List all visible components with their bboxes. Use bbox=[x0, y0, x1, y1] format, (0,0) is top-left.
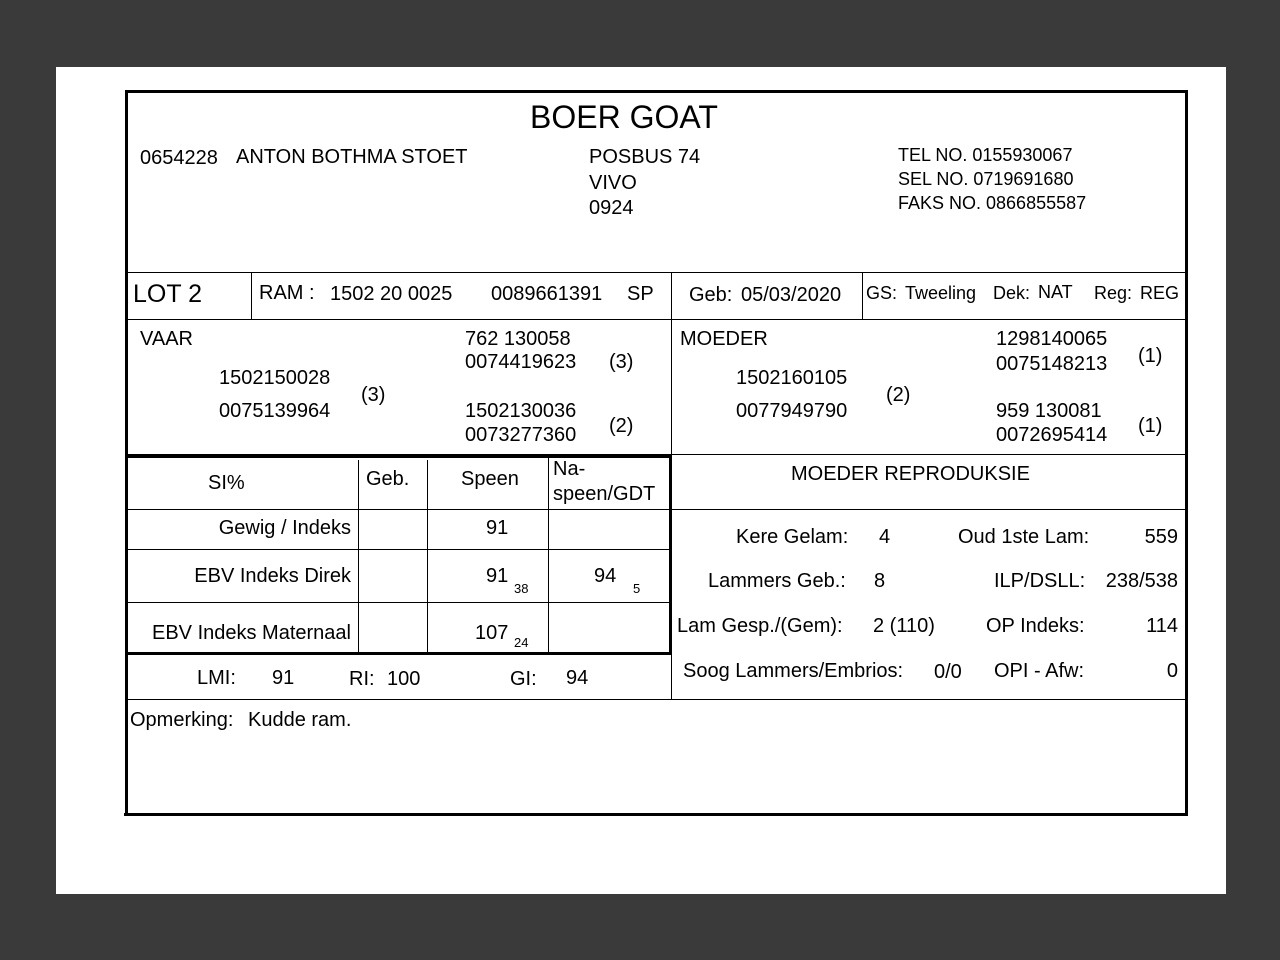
row-label-gewig: Gewig / Indeks bbox=[218, 517, 351, 539]
reg-label: Reg: bbox=[1094, 283, 1133, 303]
vaar-moeder-number: 1502130036 bbox=[465, 400, 577, 422]
moeder-moeder-number: 959 130081 bbox=[996, 400, 1102, 422]
row-ebv-direk-speen-sub: 38 bbox=[514, 581, 529, 596]
vaar-label: VAAR bbox=[140, 328, 193, 350]
ri-label: RI: bbox=[349, 668, 375, 690]
card-title: BOER GOAT bbox=[530, 99, 718, 135]
opi-afw-label: OPI - Afw: bbox=[994, 660, 1085, 682]
oud-1ste-lam-value: 559 bbox=[1144, 526, 1178, 548]
ram-label: RAM : bbox=[259, 282, 315, 304]
vaar-count: (3) bbox=[361, 384, 386, 406]
row-ebv-direk-speen: 91 bbox=[486, 565, 509, 587]
lam-gesp-label: Lam Gesp./(Gem): bbox=[677, 615, 843, 637]
moeder-number: 1502160105 bbox=[736, 367, 848, 389]
vaar-moeder-id: 0073277360 bbox=[465, 424, 577, 446]
lammers-geb-value: 8 bbox=[874, 570, 886, 592]
ram-id: 0089661391 bbox=[491, 283, 603, 305]
geb-label: Geb: bbox=[689, 284, 733, 306]
soog-lammers-label: Soog Lammers/Embrios: bbox=[683, 660, 904, 682]
moeder-count: (2) bbox=[886, 384, 911, 406]
sel-number: SEL NO. 0719691680 bbox=[898, 169, 1074, 189]
address-line-1: POSBUS 74 bbox=[589, 146, 701, 168]
header-si: SI% bbox=[208, 472, 245, 494]
row-ebv-direk-naspeen-sub: 5 bbox=[633, 581, 641, 596]
breeder-name: ANTON BOTHMA STOET bbox=[236, 146, 468, 168]
dek-label: Dek: bbox=[993, 283, 1031, 303]
remark-label: Opmerking: bbox=[130, 709, 234, 731]
moeder-moeder-count: (1) bbox=[1138, 415, 1163, 437]
lmi-value: 91 bbox=[272, 667, 295, 689]
tel-number: TEL NO. 0155930067 bbox=[898, 145, 1073, 165]
lmi-label: LMI: bbox=[197, 667, 236, 689]
ram-number: 1502 20 0025 bbox=[330, 283, 453, 305]
gs-value: Tweeling bbox=[905, 283, 977, 303]
kere-gelam-label: Kere Gelam: bbox=[736, 526, 849, 548]
header-speen: Speen bbox=[461, 468, 519, 490]
ilp-dsll-label: ILP/DSLL: bbox=[994, 570, 1086, 592]
vaar-vaar-count: (3) bbox=[609, 351, 634, 373]
moeder-vaar-id: 0075148213 bbox=[996, 353, 1108, 375]
reg-value: REG bbox=[1140, 283, 1180, 303]
opi-afw-value: 0 bbox=[1166, 660, 1178, 682]
geb-date: 05/03/2020 bbox=[741, 284, 842, 306]
vaar-moeder-count: (2) bbox=[609, 415, 634, 437]
vaar-id: 0075139964 bbox=[219, 400, 331, 422]
op-indeks-label: OP Indeks: bbox=[986, 615, 1085, 637]
soog-lammers-value: 0/0 bbox=[934, 661, 962, 683]
row-ebv-maternaal-speen-sub: 24 bbox=[514, 635, 529, 650]
ilp-dsll-value: 238/538 bbox=[1105, 570, 1178, 592]
row-gewig-speen: 91 bbox=[486, 517, 509, 539]
breeder-number: 0654228 bbox=[140, 147, 218, 169]
gi-value: 94 bbox=[566, 667, 589, 689]
header-naspeen: Na- speen/GDT bbox=[553, 458, 656, 505]
faks-number: FAKS NO. 0866855587 bbox=[898, 193, 1087, 213]
remark-text: Kudde ram. bbox=[248, 709, 352, 731]
ram-code: SP bbox=[627, 283, 654, 305]
row-label-ebv-direk: EBV Indeks Direk bbox=[194, 565, 351, 587]
vaar-number: 1502150028 bbox=[219, 367, 331, 389]
moeder-vaar-count: (1) bbox=[1138, 345, 1163, 367]
ri-value: 100 bbox=[387, 668, 421, 690]
lammers-geb-label: Lammers Geb.: bbox=[708, 570, 846, 592]
moeder-id: 0077949790 bbox=[736, 400, 848, 422]
oud-1ste-lam-label: Oud 1ste Lam: bbox=[958, 526, 1090, 548]
address-line-2: VIVO bbox=[589, 172, 637, 194]
moeder-moeder-id: 0072695414 bbox=[996, 424, 1108, 446]
vaar-vaar-number: 762 130058 bbox=[465, 328, 571, 350]
reproduction-title: MOEDER REPRODUKSIE bbox=[791, 463, 1030, 485]
op-indeks-value: 114 bbox=[1146, 615, 1178, 637]
lam-gesp-value: 2 (110) bbox=[873, 615, 935, 637]
gs-label: GS: bbox=[866, 283, 898, 303]
row-ebv-maternaal-speen: 107 bbox=[475, 622, 509, 644]
address-line-3: 0924 bbox=[589, 197, 634, 219]
header-geb: Geb. bbox=[366, 468, 410, 490]
row-label-ebv-maternaal: EBV Indeks Maternaal bbox=[152, 622, 351, 644]
moeder-vaar-number: 1298140065 bbox=[996, 328, 1108, 350]
lot-label: LOT 2 bbox=[133, 280, 203, 308]
dek-value: NAT bbox=[1038, 282, 1073, 302]
vaar-vaar-id: 0074419623 bbox=[465, 351, 577, 373]
gi-label: GI: bbox=[510, 668, 537, 690]
kere-gelam-value: 4 bbox=[879, 526, 891, 548]
row-ebv-direk-naspeen: 94 bbox=[594, 565, 617, 587]
moeder-label: MOEDER bbox=[680, 328, 768, 350]
